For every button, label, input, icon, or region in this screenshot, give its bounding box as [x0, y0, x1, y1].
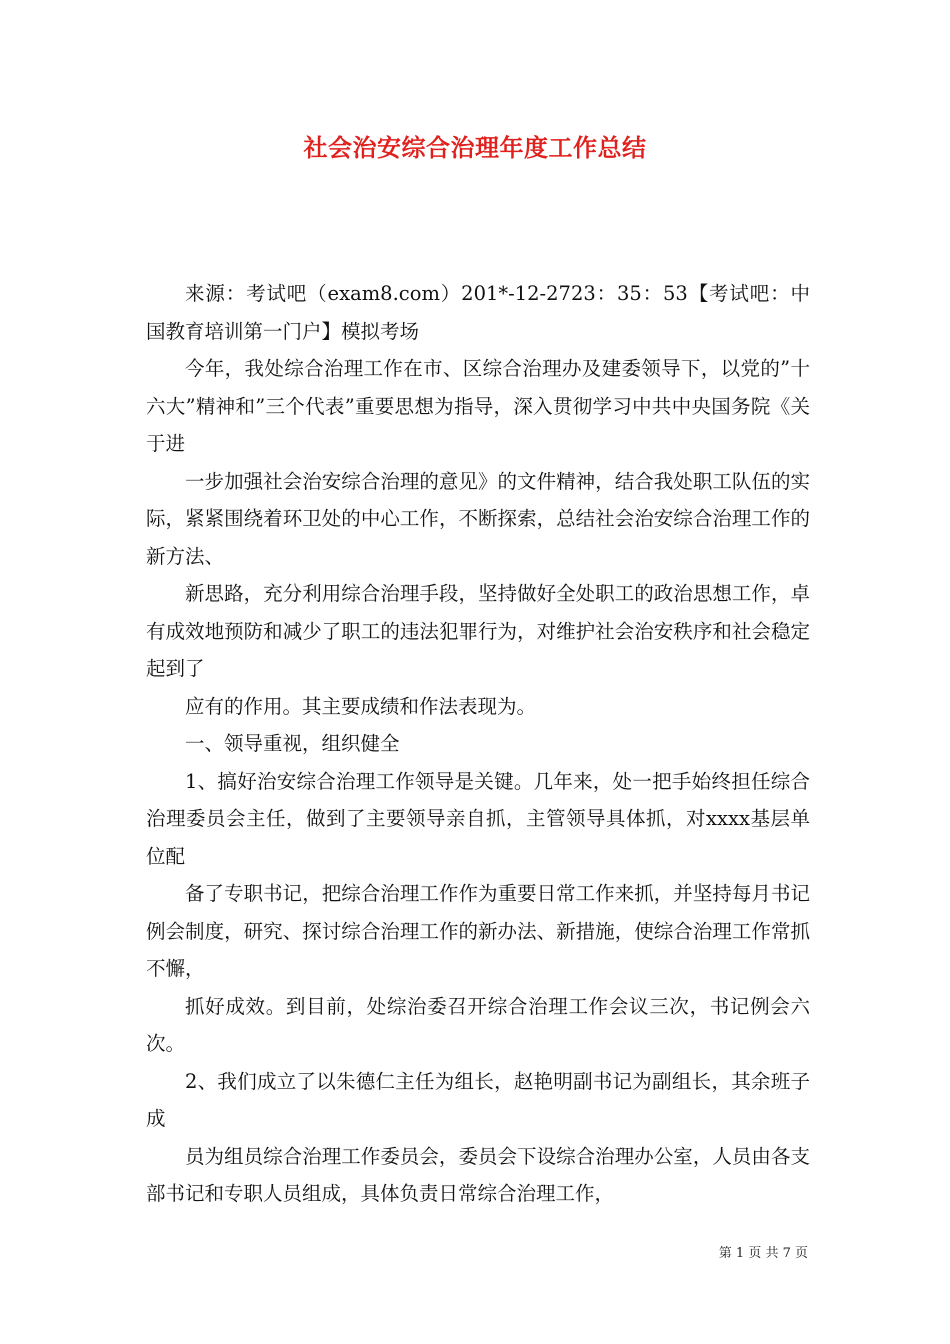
paragraph: 备了专职书记，把综合治理工作作为重要日常工作来抓，并坚持每月书记例会制度，研究、探讨综合治理工作的新办法、新措施，使综合治理工作常抓不懈，: [146, 882, 810, 980]
section-heading: 一、领导重视，组织健全: [185, 732, 400, 755]
paragraph: 新思路，充分利用综合治理手段，坚持做好全处职工的政治思想工作，卓有成效地预防和减少了职工的违法犯罪行为，对维护社会治安秩序和社会稳定起到了: [146, 582, 810, 680]
document-body: [146, 275, 810, 1213]
page-number: 第 1 页 共 7 页: [718, 1246, 808, 1261]
paragraph: 2、我们成立了以朱德仁主任为组长，赵艳明副书记为副组长，其余班子成: [146, 1069, 810, 1130]
paragraph: 1、搞好治安综合治理工作领导是关键。几年来，处一把手始终担任综合治理委员会主任，做到了主要领导亲自抓，主管领导具体抓，对xxxx基层单位配: [146, 769, 810, 868]
document-title: 社会治安综合治理年度工作总结: [303, 133, 647, 162]
paragraph: 应有的作用。其主要成绩和作法表现为。: [185, 694, 537, 718]
paragraph: 一步加强社会治安综合治理的意见》的文件精神，结合我处职工队伍的实际，紧紧围绕着环卫处的中心工作，不断探索，总结社会治安综合治理工作的新方法、: [146, 469, 810, 568]
paragraph-source: 来源：考试吧（exam8.com）201*-12-2723：35：53【考试吧：中国教育培训第一门户】模拟考场: [146, 282, 810, 343]
paragraph: 员为组员综合治理工作委员会，委员会下设综合治理办公室，人员由各支部书记和专职人员组成，具体负责日常综合治理工作，: [146, 1144, 810, 1205]
paragraph: 抓好成效。到目前，处综治委召开综合治理工作会议三次，书记例会六次。: [146, 994, 810, 1055]
paragraph: 今年，我处综合治理工作在市、区综合治理办及建委领导下，以党的”十六大”精神和”三个代表”重要思想为指导，深入贯彻学习中共中央国务院《关于进: [146, 357, 810, 455]
